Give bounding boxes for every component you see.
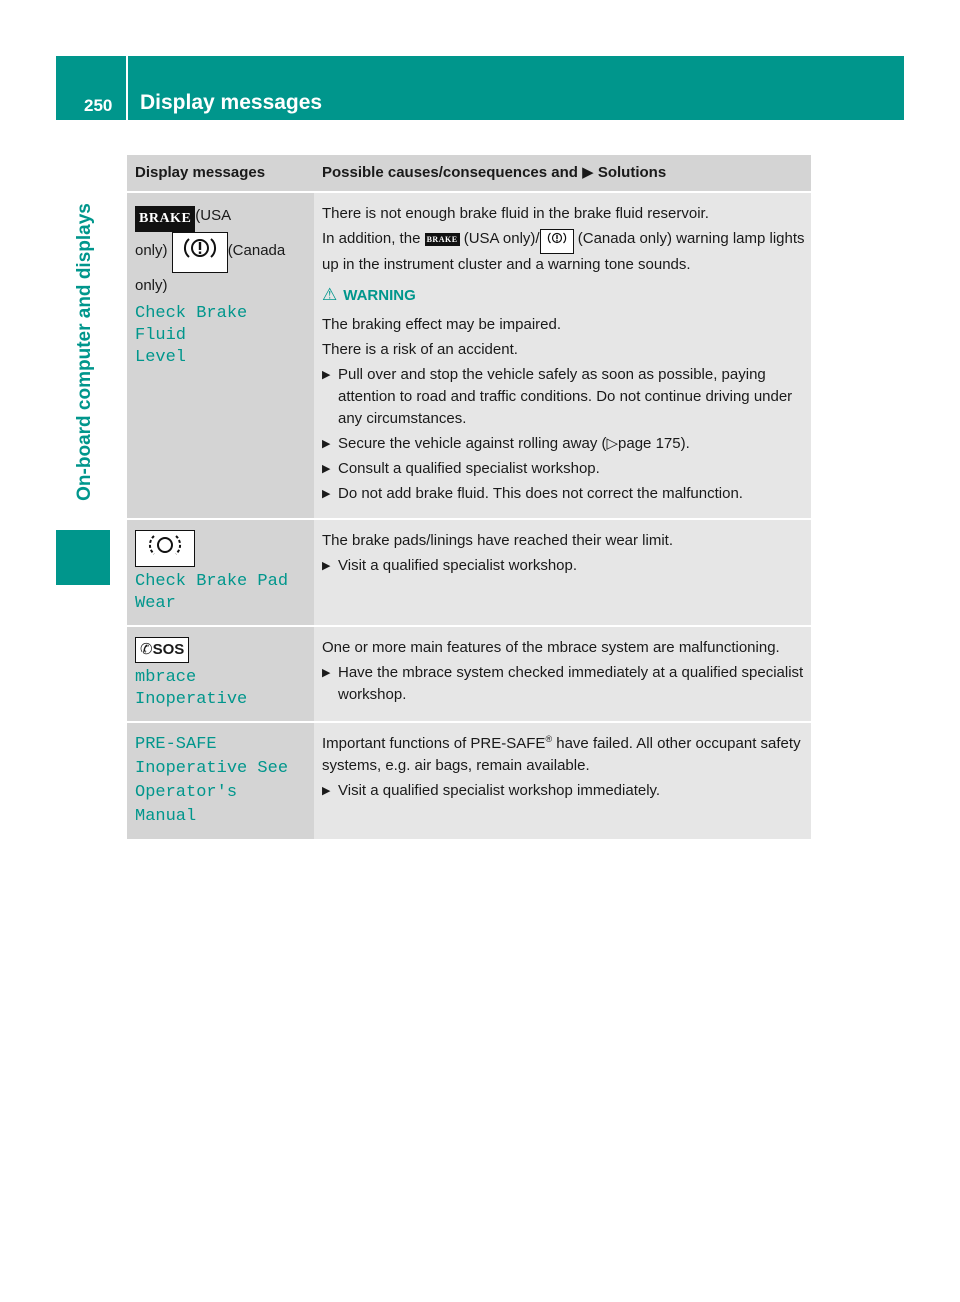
step-arrow-icon: ▶ <box>322 438 331 450</box>
message-line: Check Brake Fluid <box>135 304 248 345</box>
display-cell <box>127 519 314 626</box>
solution-cell <box>314 519 811 626</box>
page-reference-link[interactable]: page 175). <box>618 435 690 452</box>
display-cell <box>127 722 314 840</box>
step-text: Consult a qualified specialist workshop. <box>338 460 600 477</box>
step-text: Visit a qualified specialist workshop. <box>338 557 578 574</box>
step-text: Do not add brake fluid. This does not correct the malfunction. <box>338 485 743 502</box>
registered-mark: ® <box>545 734 553 744</box>
brake-circle-icon <box>172 232 228 273</box>
addition-pre: In addition, the <box>322 230 421 247</box>
brake-warning-icon: BRAKE <box>135 206 195 232</box>
table-row <box>127 722 811 840</box>
column-header-solutions-pre: Possible causes/consequences and <box>322 164 578 181</box>
warning-heading <box>322 284 805 307</box>
instruction-step <box>322 662 805 706</box>
section-marker <box>56 530 110 585</box>
display-message-text <box>135 667 306 711</box>
display-messages-table <box>127 155 811 841</box>
sos-label: SOS <box>152 641 185 658</box>
message-line: Level <box>135 348 187 367</box>
message-line: Operator's Manual <box>135 783 238 826</box>
instruction-step <box>322 364 805 430</box>
message-line: Check Brake Pad <box>135 572 289 591</box>
instruction-step <box>322 780 805 802</box>
step-arrow-icon: ▶ <box>322 463 331 475</box>
solution-cell <box>314 626 811 722</box>
table-row <box>127 192 811 519</box>
table-row <box>127 519 811 626</box>
solution-cell <box>314 192 811 519</box>
page-number: 250 <box>84 96 113 115</box>
page-ref-arrow-icon: ▷ <box>606 435 619 452</box>
display-message-text <box>135 571 306 615</box>
cause-text: One or more main features of the mbrace system are malfunctioning. <box>322 639 780 656</box>
message-line: mbrace Inoperative <box>135 668 248 709</box>
addition-post: (Canada only) warning lamp lights up in the instrument cluster and a warning tone sounds. <box>322 230 805 273</box>
step-arrow-icon: ▶ <box>322 488 331 500</box>
step-text: Visit a qualified specialist workshop immediately. <box>338 782 661 799</box>
cause-post: have failed. All other occupant safety systems, e.g. air bags, remain available. <box>322 735 801 774</box>
sos-phone-icon <box>135 637 189 663</box>
column-header-solutions <box>314 155 811 192</box>
message-line: Wear <box>135 594 176 613</box>
table-header-row <box>127 155 811 192</box>
instruction-step <box>322 483 805 505</box>
brake-pad-wear-icon <box>135 530 195 567</box>
step-text: Secure the vehicle against rolling away ( <box>338 435 607 452</box>
warning-triangle-icon: ⚠ <box>322 285 338 304</box>
message-line: Inoperative See <box>135 759 289 778</box>
step-arrow-icon: ▶ <box>322 785 331 797</box>
brake-warning-icon: BRAKE <box>426 235 458 244</box>
column-header-solutions-post: Solutions <box>597 164 667 181</box>
only-label: only) <box>135 242 168 259</box>
solution-cell <box>314 722 811 840</box>
brake-fluid-symbols <box>135 203 306 299</box>
header-divider <box>126 56 128 120</box>
table-row <box>127 626 811 722</box>
display-cell <box>127 192 314 519</box>
phone-icon: ✆ <box>140 641 153 658</box>
only-label: only) <box>135 277 168 294</box>
step-arrow-icon: ▶ <box>322 667 331 679</box>
cause-text: The brake pads/linings have reached their wear limit. <box>322 532 674 549</box>
section-side-label: On-board computer and displays <box>74 203 95 501</box>
addition-mid: (USA only)/ <box>463 230 540 247</box>
step-text: Have the mbrace system checked immediately at a qualified specialist workshop. <box>338 664 804 703</box>
step-arrow-icon: ▶ <box>322 369 331 381</box>
warning-text: There is a risk of an accident. <box>322 341 518 358</box>
instruction-step <box>322 458 805 480</box>
display-message-text <box>135 733 306 829</box>
warning-label: WARNING <box>343 287 416 304</box>
cause-text <box>322 733 805 777</box>
brake-circle-icon <box>540 229 574 254</box>
canada-label: (Canada <box>227 242 286 259</box>
column-header-display: Display messages <box>127 155 314 192</box>
display-cell <box>127 626 314 722</box>
message-line: PRE-SAFE <box>135 735 217 754</box>
step-text: Pull over and stop the vehicle safely as soon as possible, paying attention to road and traffic conditions. Do not continue driving under any circumstances. <box>338 366 793 427</box>
page-title: Display messages <box>140 91 323 114</box>
usa-label: (USA <box>195 207 232 224</box>
display-message-text <box>135 303 306 369</box>
instruction-step <box>322 433 805 455</box>
addition-text <box>322 228 805 276</box>
cause-pre: Important functions of PRE-SAFE <box>322 735 546 752</box>
instruction-step <box>322 555 805 577</box>
icon-row <box>135 637 306 663</box>
cause-text: There is not enough brake fluid in the brake fluid reservoir. <box>322 205 709 222</box>
icon-row <box>135 530 306 567</box>
play-arrow-icon: ▶ <box>582 164 594 181</box>
step-arrow-icon: ▶ <box>322 560 331 572</box>
warning-text: The braking effect may be impaired. <box>322 316 562 333</box>
